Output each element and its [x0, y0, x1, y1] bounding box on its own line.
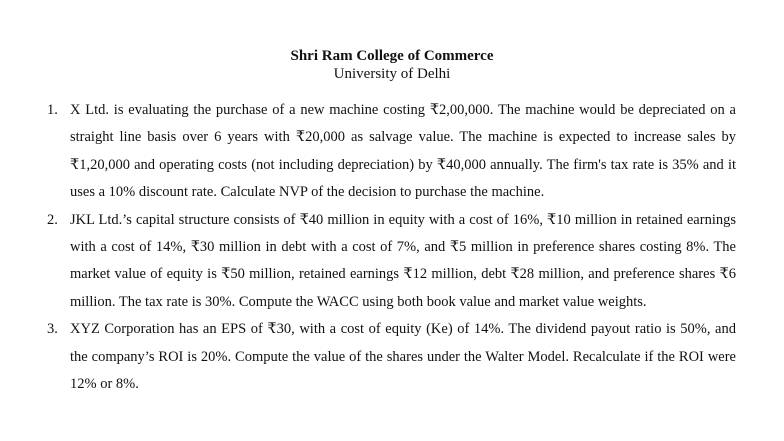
question-number: 1.: [47, 102, 58, 118]
question-list: [0, 97, 784, 398]
question-number: 2.: [47, 211, 58, 228]
college-name: Shri Ram College of Commerce: [290, 48, 494, 64]
question-text: JKL Ltd.’s capital structure consists of ₹40 million in equity with a cost of 16%, ₹10 million in retained earnings with a cost of 14%, ₹30 million in debt with a cost of 7%, and ₹5 million in preference shares costing 8%. The market value of equity is ₹50 million, retained earnings ₹12 million, debt ₹28 million, and preference shares ₹6 million. The tax rate is 30%. Compute the WACC using both book value and market value weights.: [70, 211, 736, 310]
question-item: [0, 316, 736, 398]
university-name: University of Delhi: [333, 66, 451, 82]
question-item: [0, 207, 736, 317]
question-text: XYZ Corporation has an EPS of ₹30, with a cost of equity (Ke) of 14%. The dividend payout ratio is 50%, and the company’s ROI is 20%. Compute the value of the shares under the Walter Model. Recalculate if the ROI were 12% or 8%.: [70, 321, 736, 393]
question-item: [0, 97, 736, 207]
question-number: 3.: [47, 321, 58, 338]
question-text: X Ltd. is evaluating the purchase of a new machine costing ₹2,00,000. The machine would be depreciated on a straight line basis over 6 years with ₹20,000 as salvage value. The machine is expected to increase sales by ₹1,20,000 and operating costs (not including depreciation) by ₹40,000 annually. The firm's tax rate is 35% and it uses a 10% discount rate. Calculate NVP of the decision to purchase the machine.: [70, 102, 736, 201]
